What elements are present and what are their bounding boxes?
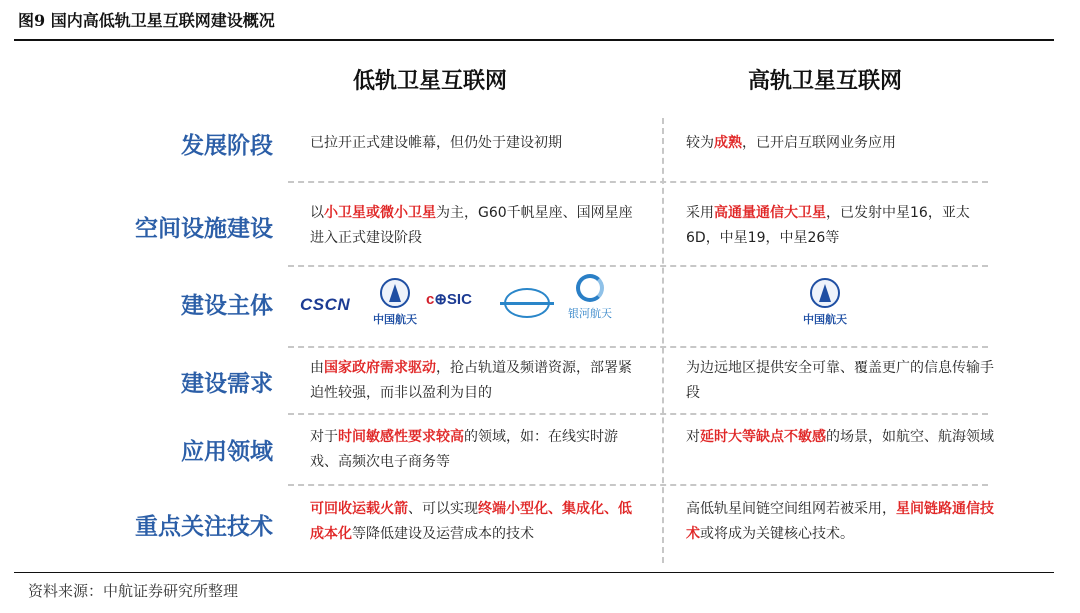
row-divider [288, 346, 988, 348]
cell-text: 为边远地区提供安全可靠、覆盖更广的信息传输手段 [686, 360, 994, 401]
cell-high-application-fields [686, 425, 996, 450]
row-divider [288, 181, 988, 183]
galaxy-logo-caption: 银河航天 [568, 307, 612, 320]
highlighted-text: 成熟 [714, 135, 742, 151]
casc-logo [367, 278, 423, 327]
low-orbit-builder-logos [300, 276, 640, 334]
cell-text: 等降低建设及运营成本的技术 [352, 526, 534, 542]
row-label-space-infrastructure: 空间设施建设 [135, 216, 273, 242]
casc-logo-high-orbit [797, 278, 853, 327]
cell-text: 的场景，如航空、航海领域 [826, 429, 994, 445]
cell-low-construction-demand [310, 356, 645, 406]
casc-logo-caption: 中国航天 [803, 313, 847, 326]
bottom-rule [14, 572, 1054, 573]
row-label-key-technologies: 重点关注技术 [135, 514, 273, 540]
row-divider [288, 265, 988, 267]
column-header-high-orbit: 高轨卫星互联网 [747, 69, 902, 94]
cell-text: 高低轨星间链空间组网若被采用， [686, 501, 896, 517]
row-label-development-stage: 发展阶段 [181, 133, 273, 159]
cell-high-development-stage [686, 131, 996, 156]
cell-text: 对于 [310, 429, 338, 445]
globe-logo-icon [504, 288, 550, 318]
cell-text: 或将成为关键核心技术。 [700, 526, 854, 542]
source-note: 资料来源：中航证券研究所整理 [28, 582, 239, 600]
highlighted-text: 终端小型化、集成化、低成本化 [310, 501, 632, 542]
highlighted-text: 小卫星或微小卫星 [324, 205, 436, 221]
row-label-builders: 建设主体 [181, 293, 273, 319]
highlighted-text: 星间链路通信技术 [686, 501, 994, 542]
cell-text: 采用 [686, 205, 714, 221]
cell-text: 对 [686, 429, 700, 445]
cell-low-application-fields [310, 425, 645, 475]
casic-logo: c⊕SIC [426, 291, 472, 308]
column-divider [662, 118, 664, 563]
cell-text: 已拉开正式建设帷幕，但仍处于建设初期 [310, 135, 562, 151]
row-divider [288, 413, 988, 415]
cell-text: 以 [310, 205, 324, 221]
cscn-logo: CSCN [300, 295, 351, 314]
row-label-application-fields: 应用领域 [181, 439, 273, 465]
galaxy-space-logo [562, 274, 618, 321]
highlighted-text: 时间敏感性要求较高 [338, 429, 464, 445]
cell-text: 较为 [686, 135, 714, 151]
row-divider [288, 484, 988, 486]
casc-logo-caption: 中国航天 [373, 313, 417, 326]
highlighted-text: 高通量通信大卫星 [714, 205, 826, 221]
column-header-low-orbit: 低轨卫星互联网 [352, 69, 507, 94]
highlighted-text: 可回收运载火箭 [310, 501, 408, 517]
cell-low-key-technologies [310, 497, 645, 547]
figure-title: 图9 国内高低轨卫星互联网建设概况 [18, 11, 275, 30]
cell-text: 、可以实现 [408, 501, 478, 517]
cell-text: 的领域，如：在线实时游戏、高频次电子商务等 [310, 429, 618, 470]
row-label-construction-demand: 建设需求 [181, 371, 273, 397]
cell-low-development-stage [310, 131, 645, 156]
top-rule [14, 39, 1054, 41]
cell-high-key-technologies [686, 497, 996, 547]
cell-high-construction-demand [686, 356, 996, 406]
casc-emblem-icon [810, 278, 840, 308]
galaxy-emblem-icon [576, 274, 604, 302]
cell-text: ，已发射中星16，亚太6D，中星19，中星26等 [686, 205, 970, 246]
cell-low-space-infrastructure [310, 201, 645, 251]
casc-emblem-icon [380, 278, 410, 308]
cell-text: 为主，G60千帆星座、国网星座进入正式建设阶段 [310, 205, 633, 246]
cell-text: ，抢占轨道及频谱资源，部署紧迫性较强，而非以盈利为目的 [310, 360, 632, 401]
cell-text: 由 [310, 360, 324, 376]
highlighted-text: 国家政府需求驱动 [324, 360, 436, 376]
highlighted-text: 延时大等缺点不敏感 [700, 429, 826, 445]
cell-text: ，已开启互联网业务应用 [742, 135, 896, 151]
cell-high-space-infrastructure [686, 201, 996, 251]
